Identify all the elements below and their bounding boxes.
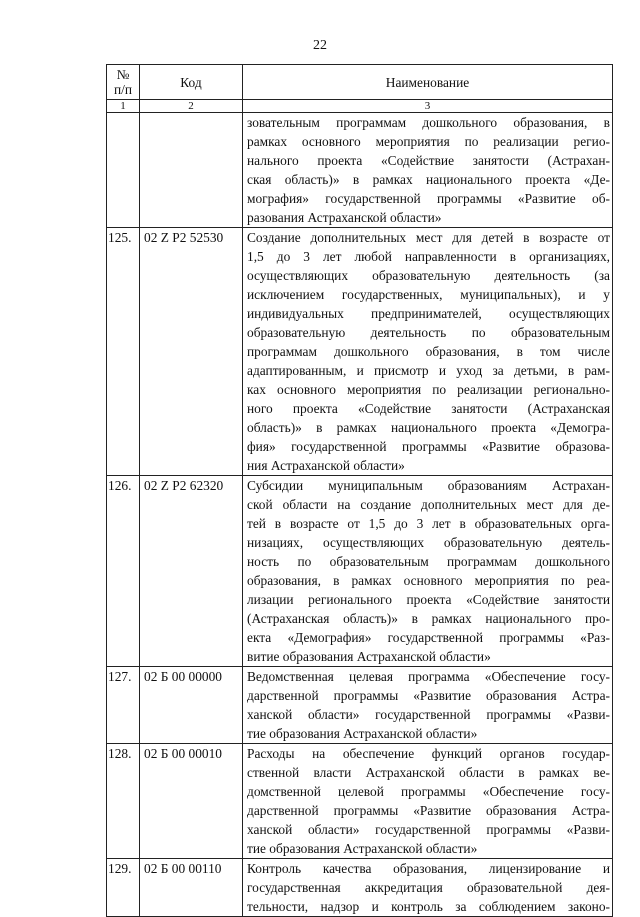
name-text-line: витие образования Астраханской области» — [247, 649, 491, 664]
page-number: 22 — [313, 38, 327, 53]
name-text-line: низациях, осуществляющих образовательную деятель- — [247, 535, 610, 550]
row-number: 126. — [107, 476, 140, 667]
row-name — [243, 113, 613, 228]
header-num-label: № п/п — [113, 67, 133, 97]
name-text-line: адаптированным, и присмотр и уход за детьми, в рам- — [247, 363, 610, 378]
name-text-line: исключением государственных, муниципальных), и у — [247, 287, 610, 302]
name-text-line: дарственной программы «Развитие образования Астра- — [247, 803, 610, 818]
row-number: 127. — [107, 667, 140, 744]
name-text-line: мография» государственной программы «Развитие об- — [247, 191, 610, 206]
name-text-line: ках основного мероприятия по реализации регионально- — [247, 382, 610, 397]
table-row — [107, 859, 613, 917]
name-text-line: ственной власти Астраханской области в рамках ве- — [247, 765, 610, 780]
name-text-line: ская область)» в рамках национального проекта «Де- — [247, 172, 610, 187]
name-text-line: фия» государственной программы «Развитие образова- — [247, 439, 610, 454]
row-code: 02 Б 00 00010 — [140, 744, 243, 859]
table-row — [107, 476, 613, 667]
column-number: 3 — [243, 100, 613, 113]
name-text-line: индивидуальных предпринимателей, осуществляющих — [247, 306, 610, 321]
row-number — [107, 113, 140, 228]
table-row — [107, 113, 613, 228]
row-code: 02 Z P2 62320 — [140, 476, 243, 667]
name-text-line: программам дошкольного образования, в том числе — [247, 344, 610, 359]
row-number: 129. — [107, 859, 140, 917]
name-text-line: ния Астраханской области» — [247, 458, 405, 473]
name-text-line: рамках основного мероприятия по реализации регио- — [247, 134, 610, 149]
row-number: 125. — [107, 228, 140, 476]
name-text-line: (Астраханская область)» в рамках национального про- — [247, 611, 610, 626]
name-text-line: тие образования Астраханской области» — [247, 726, 478, 741]
name-text-line: лизации регионального проекта «Содействие занятости — [247, 592, 610, 607]
name-text-line: осуществляющих образовательную деятельность (за — [247, 268, 610, 283]
table-row — [107, 228, 613, 476]
row-name — [243, 667, 613, 744]
name-text-line: ность по образовательным программам дошкольного — [247, 554, 610, 569]
name-text-line: образовательную деятельность по образовательным — [247, 325, 610, 340]
row-name — [243, 744, 613, 859]
header-name: Наименование — [243, 65, 613, 100]
table-header-row — [107, 65, 613, 100]
name-text-line: Ведомственная целевая программа «Обеспечение госу- — [247, 669, 610, 684]
column-number: 2 — [140, 100, 243, 113]
table-row — [107, 667, 613, 744]
name-text-line: Контроль качества образования, лицензирование и — [247, 861, 610, 876]
name-text-line: разования Астраханской области» — [247, 210, 442, 225]
row-name — [243, 859, 613, 917]
column-number-row — [107, 100, 613, 113]
name-text-line: Субсидии муниципальным образованиям Астрахан- — [247, 478, 610, 493]
row-code: 02 Б 00 00110 — [140, 859, 243, 917]
name-text-line: ской области на создание дополнительных мест для де- — [247, 497, 610, 512]
name-text-line: дарственной программы «Развитие образования Астра- — [247, 688, 610, 703]
header-code: Код — [140, 65, 243, 100]
row-name — [243, 476, 613, 667]
name-text-line: ного проекта «Содействие занятости (Астраханская — [247, 401, 610, 416]
name-text-line: ханской области» государственной программы «Разви- — [247, 707, 610, 722]
column-number: 1 — [107, 100, 140, 113]
name-text-line: область)» в рамках национального проекта «Демогра- — [247, 420, 610, 435]
row-name — [243, 228, 613, 476]
name-text-line: образования, в рамках основного мероприятия по реа- — [247, 573, 610, 588]
name-text-line: зовательным программам дошкольного образования, в — [247, 115, 610, 130]
row-code: 02 Z P2 52530 — [140, 228, 243, 476]
name-text-line: государственная аккредитация образовательной дея- — [247, 880, 610, 895]
name-text-line: Расходы на обеспечение функций органов государ- — [247, 746, 610, 761]
row-number: 128. — [107, 744, 140, 859]
table-row — [107, 744, 613, 859]
budget-classification-table — [106, 64, 613, 917]
name-text-line: нального проекта «Содействие занятости (Астрахан- — [247, 153, 610, 168]
name-text-line: ханской области» государственной программы «Разви- — [247, 822, 610, 837]
name-text-line: тельности, надзор и контроль за соблюдением законо- — [247, 899, 610, 914]
name-text-line: Создание дополнительных мест для детей в возрасте от — [247, 230, 610, 245]
name-text-line: екта «Демография» государственной программы «Раз- — [247, 630, 610, 645]
name-text-line: тие образования Астраханской области» — [247, 841, 478, 856]
header-num — [107, 65, 140, 100]
row-code: 02 Б 00 00000 — [140, 667, 243, 744]
name-text-line: домственной целевой программы «Обеспечение госу- — [247, 784, 610, 799]
table-body — [107, 113, 613, 917]
name-text-line: тей в возрасте от 1,5 до 3 лет в образовательных орга- — [247, 516, 610, 531]
name-text-line: 1,5 до 3 лет любой направленности в организациях, — [247, 249, 610, 264]
row-code — [140, 113, 243, 228]
